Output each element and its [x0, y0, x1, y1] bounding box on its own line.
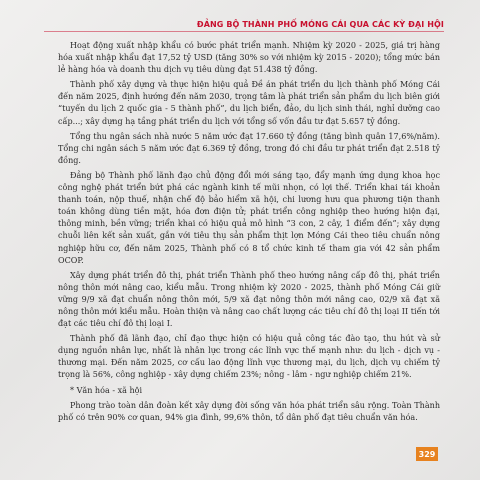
paragraph-innovation: Đảng bộ Thành phố lãnh đạo chủ động đổi mới sáng tạo, đẩy mạnh ứng dụng khoa học công nghệ phát triển bứt phá các ngành kinh tế mũi nhọn, có lợi thế. Triển khai tái khoản thanh toán, nộp thuế, nhận chế độ bảo hiểm xã hội, chi lương hưu qua phương tiện thanh toán không dùng tiền mặt, hóa đơn điện tử; phát triển công nghiệp theo hướng hiện đại, thông minh, bền vững; triển khai có hiệu quả mô hình “3 con, 2 cây, 1 điểm đến”; xây dựng chuỗi liên kết sản xuất, gắn với tiêu thụ sản phẩm thịt lợn Móng Cái theo tiêu chuẩn nông nghiệp hữu cơ, đến năm 2025, Thành phố có 8 tổ chức kinh tế tham gia với 42 sản phẩm OCOP. [58, 170, 440, 265]
page-number-badge: 329 [416, 447, 438, 461]
paragraph-tourism: Thành phố xây dựng và thực hiện hiệu quả Đề án phát triển du lịch thành phố Móng Cái đến năm 2025, định hướng đến năm 2030, trọng tâm là phát triển sản phẩm du lịch biên giới “tuyến du lịch 2 quốc gia - 5 thành phố”, du lịch biển, đảo, du lịch sinh thái, nghỉ dưỡng cao cấp...; xây dựng hạ tầng phát triển du lịch với tổng số vốn đầu tư đạt 5.657 tỷ đồng. [58, 80, 440, 126]
paragraph-budget: Tổng thu ngân sách nhà nước 5 năm ước đạt 17.660 tỷ đồng (tăng bình quân 17,6%/năm). Tổng chi ngân sách 5 năm ước đạt 6.369 tỷ đồng, trong đó chi đầu tư phát triển đạt 2.518 tỷ đồng. [58, 131, 440, 165]
header-rule [44, 31, 444, 32]
section-heading-culture-society: * Văn hóa - xã hội [70, 385, 143, 395]
paragraph-human-resources: Thành phố đã lãnh đạo, chỉ đạo thực hiện có hiệu quả công tác đào tạo, thu hút và sử dụng nguồn nhân lực, nhất là nhân lực trong các lĩnh vực thế mạnh như: du lịch - dịch vụ - thương mại. Đến năm 2025, cơ cấu lao động lĩnh vực thương mại, du lịch, dịch vụ chiếm tỷ trọng là 56%, công nghiệp - xây dựng chiếm 23%; nông - lâm - ngư nghiệp chiếm 21%. [58, 334, 440, 380]
paragraph-export: Hoạt động xuất nhập khẩu có bước phát triển mạnh. Nhiệm kỳ 2020 - 2025, giá trị hàng hóa xuất nhập khẩu đạt 17,52 tỷ USD (tăng 30% so với nhiệm kỳ 2015 - 2020); tổng mức bán lẻ hàng hóa và doanh thu dịch vụ tiêu dùng đạt 51.438 tỷ đồng. [58, 41, 440, 75]
paragraph-urban-development: Xây dựng phát triển đô thị, phát triển Thành phố theo hướng nâng cấp đô thị, phát triển nông thôn mới nâng cao, kiểu mẫu. Trong nhiệm kỳ 2020 - 2025, thành phố Móng Cái giữ vững 9/9 xã đạt chuẩn nông thôn mới, 5/9 xã đạt nông thôn mới nâng cao, 02/9 xã đạt xã nông thôn mới kiểu mẫu. Hoàn thiện và nâng cao chất lượng các tiêu chí đô thị loại II tiến tới đạt các tiêu chí đô thị loại I. [58, 270, 440, 329]
body-text [58, 40, 440, 427]
paragraph-culture: Phong trào toàn dân đoàn kết xây dựng đời sống văn hóa phát triển sâu rộng. Toàn Thành phố có trên 90% cơ quan, 94% gia đình, 99,6% thôn, tổ dân phố đạt tiêu chuẩn văn hóa. [58, 400, 440, 422]
running-header: ĐẢNG BỘ THÀNH PHỐ MÓNG CÁI QUA CÁC KỲ ĐẠI HỘI [196, 20, 444, 29]
